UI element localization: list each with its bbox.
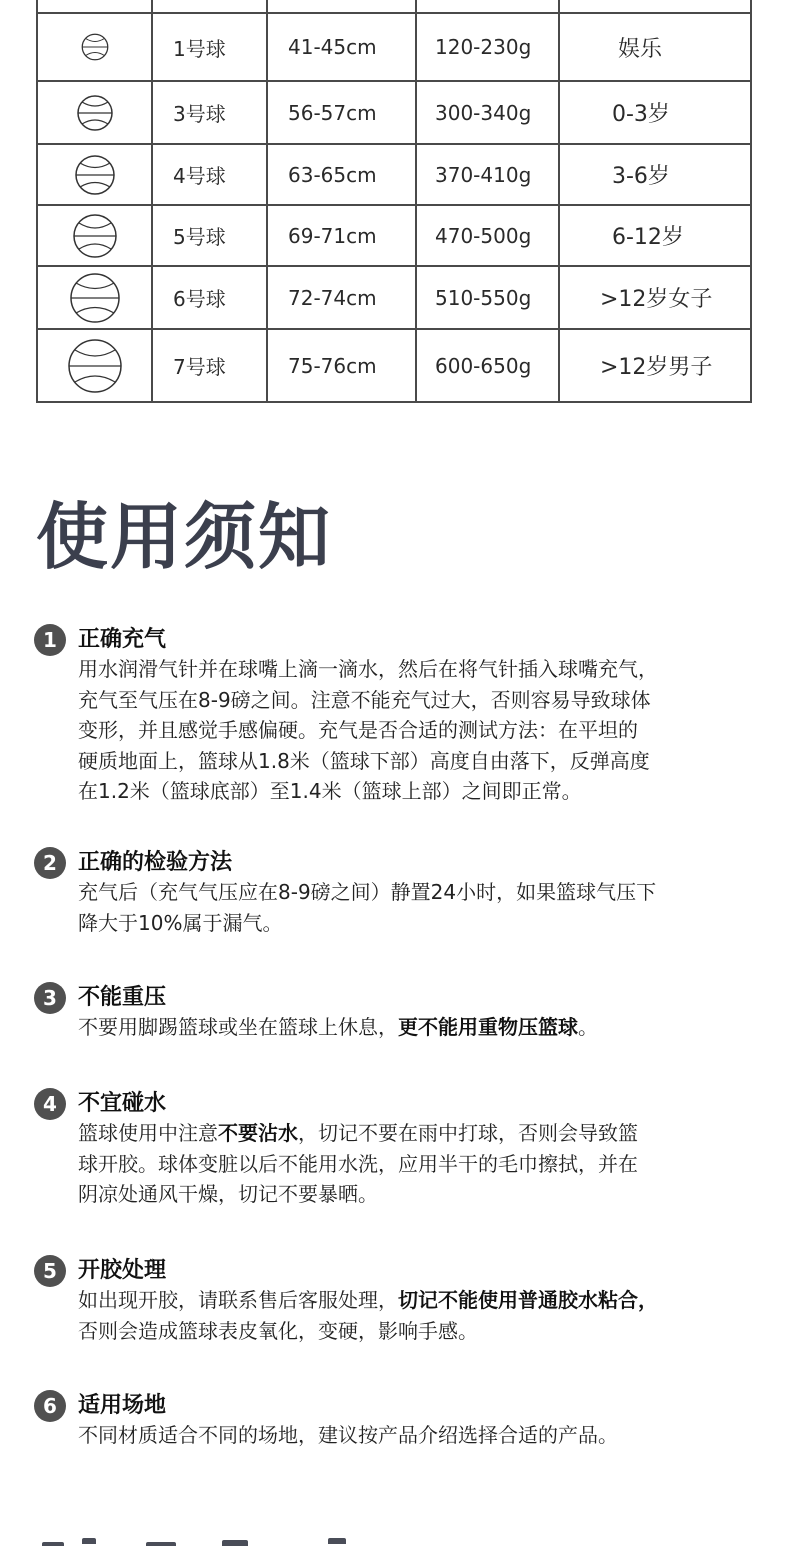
item-title: 适用场地 xyxy=(78,1393,167,1418)
item-body xyxy=(78,877,778,938)
next-section-heading-cutoff xyxy=(36,1518,436,1546)
table-row: 7号球 75-76cm 600-650g >12岁男子 xyxy=(37,329,751,402)
basketball-icon xyxy=(68,271,122,325)
body-run-emphasis: 不要沾水 xyxy=(218,1121,298,1145)
number-badge: 2 xyxy=(34,847,66,879)
notice-heading: 使用须知 xyxy=(36,495,333,579)
item-title: 正确的检验方法 xyxy=(78,850,233,875)
body-line: 用水润滑气针并在球嘴上滴一滴水，然后在将气针插入球嘴充气， xyxy=(78,657,658,681)
table-row: 1号球 41-45cm 120-230g 娱乐 xyxy=(37,13,751,81)
item-body xyxy=(78,1012,778,1043)
basketball-icon xyxy=(75,93,115,133)
body-line: 不同材质适合不同的场地，建议按产品介绍选择合适的产品。 xyxy=(78,1423,618,1447)
basketball-icon xyxy=(78,30,112,64)
table-row: 4号球 63-65cm 370-410g 3-6岁 xyxy=(37,144,751,205)
item-body xyxy=(78,1420,778,1451)
body-line xyxy=(78,1012,778,1043)
body-line: 充气后（充气气压应在8-9磅之间）静置24小时，如果篮球气压下 xyxy=(78,880,657,904)
item-body xyxy=(78,654,778,807)
body-line xyxy=(78,1118,778,1149)
body-run: 篮球使用中注意 xyxy=(78,1121,218,1145)
body-line: 硬质地面上，篮球从1.8米（篮球下部）高度自由落下，反弹高度 xyxy=(78,748,650,773)
item-body xyxy=(78,1118,778,1210)
item-title: 正确充气 xyxy=(78,627,167,652)
table-row-top-cut xyxy=(37,0,751,13)
table-row: 6号球 72-74cm 510-550g >12岁女子 xyxy=(37,266,751,329)
body-run: 。 xyxy=(578,1015,598,1039)
body-line: 充气至气压在8-9磅之间。注意不能充气过大，否则容易导致球体 xyxy=(78,687,651,712)
body-run: 不要用脚踢篮球或坐在篮球上休息， xyxy=(78,1015,398,1039)
body-run: ，切记不要在雨中打球，否则会导致篮 xyxy=(298,1121,638,1145)
item-title: 不宜碰水 xyxy=(78,1091,167,1116)
basketball-icon xyxy=(67,338,123,394)
body-run: 如出现开胶，请联系售后客服处理， xyxy=(78,1288,398,1312)
body-line: 阴凉处通风干燥，切记不要暴晒。 xyxy=(78,1182,378,1206)
body-run-emphasis: 切记不能使用普通胶水粘合， xyxy=(398,1288,658,1312)
basketball-icon xyxy=(71,212,119,260)
number-badge: 6 xyxy=(34,1390,66,1422)
body-line: 在1.2米（篮球底部）至1.4米（篮球上部）之间即正常。 xyxy=(78,779,582,803)
number-badge: 5 xyxy=(34,1255,66,1287)
body-line: 球开胶。球体变脏以后不能用水洗，应用半干的毛巾擦拭，并在 xyxy=(78,1151,638,1176)
table-row: 5号球 69-71cm 470-500g 6-12岁 xyxy=(37,205,751,266)
number-badge: 4 xyxy=(34,1088,66,1120)
item-body xyxy=(78,1285,778,1346)
body-line xyxy=(78,1285,778,1316)
item-title: 开胶处理 xyxy=(78,1258,167,1283)
number-badge: 1 xyxy=(34,624,66,656)
ball-size-table xyxy=(36,0,752,403)
body-line: 变形，并且感觉手感偏硬。充气是否合适的测试方法：在平坦的 xyxy=(78,718,638,742)
table-row: 3号球 56-57cm 300-340g 0-3岁 xyxy=(37,81,751,144)
item-title: 不能重压 xyxy=(78,985,167,1010)
number-badge: 3 xyxy=(34,982,66,1014)
body-line: 降大于10%属于漏气。 xyxy=(78,910,283,935)
body-run-emphasis: 更不能用重物压篮球 xyxy=(398,1015,578,1039)
basketball-icon xyxy=(73,153,117,197)
body-line: 否则会造成篮球表皮氧化，变硬，影响手感。 xyxy=(78,1318,478,1343)
